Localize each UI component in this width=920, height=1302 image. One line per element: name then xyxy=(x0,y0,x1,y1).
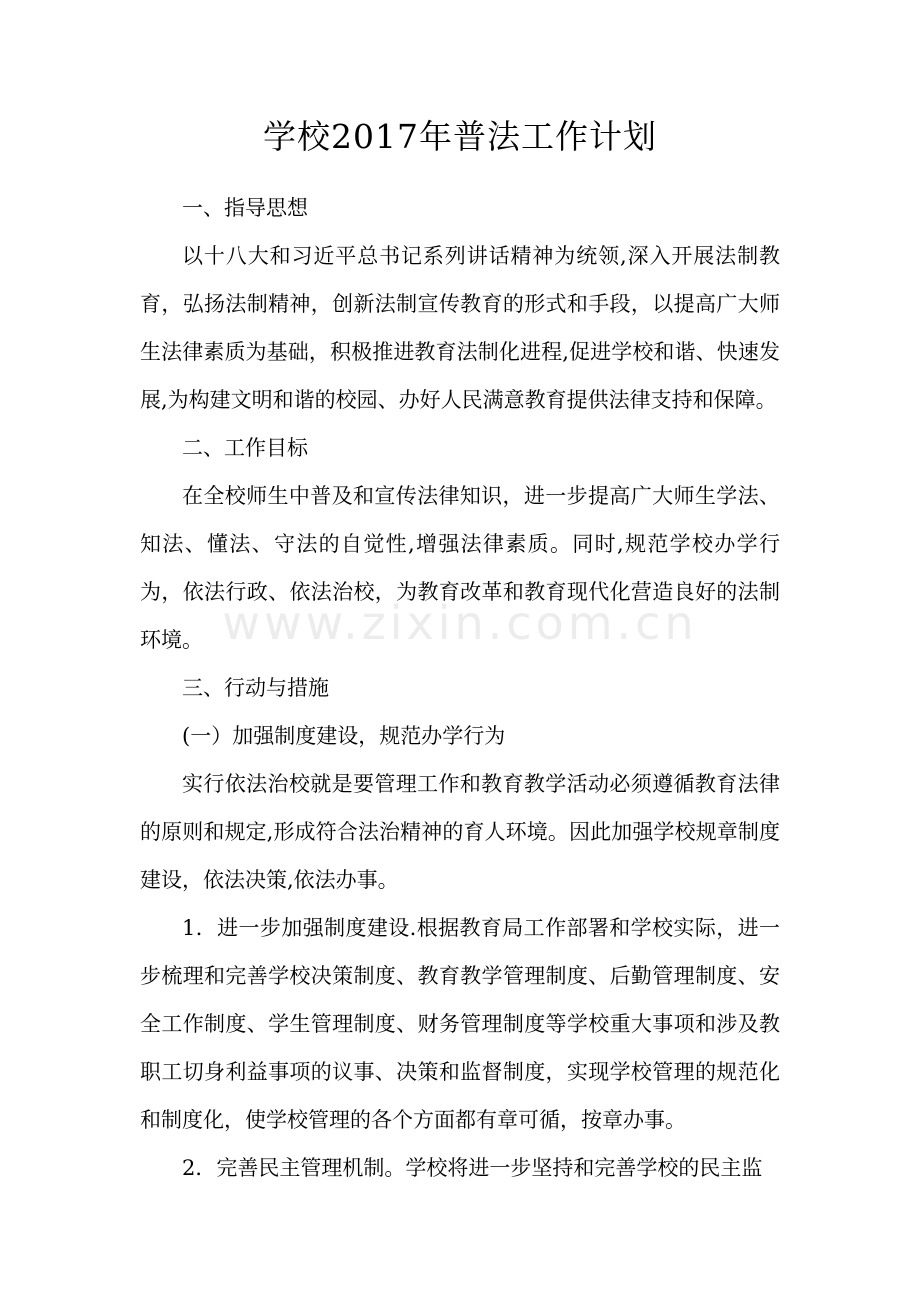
document-body xyxy=(140,184,780,1192)
paragraph-item-2: 2．完善民主管理机制。学校将进一步坚持和完善学校的民主监 xyxy=(182,1156,763,1180)
paragraph-rule-of-law: 实行依法治校就是要管理工作和教育教学活动必须遵循教育法律的原则和规定,形成符合法治精神的育人环境。因此加强学校规章制度建设，依法决策,依法办事。 xyxy=(140,772,780,892)
section-heading-guiding-ideology: 一、指导思想 xyxy=(182,196,308,220)
paragraph-work-goals: 在全校师生中普及和宣传法律知识，进一步提高广大师生学法、知法、懂法、守法的自觉性,增强法律素质。同时,规范学校办学行为，依法行政、依法治校，为教育改革和教育现代化营造良好的法制环境。 xyxy=(140,484,780,652)
document-title: 学校2017年普法工作计划 xyxy=(263,117,657,156)
paragraph-item-1: 1．进一步加强制度建设.根据教育局工作部署和学校实际，进一步梳理和完善学校决策制度、教育教学管理制度、后勤管理制度、安全工作制度、学生管理制度、财务管理制度等学校重大事项和涉及教职工切身利益事项的议事、决策和监督制度，实现学校管理的规范化和制度化，使学校管理的各个方面都有章可循，按章办事。 xyxy=(140,916,780,1132)
section-heading-actions-measures: 三、行动与措施 xyxy=(182,676,329,700)
paragraph-guiding-ideology: 以十八大和习近平总书记系列讲话精神为统领,深入开展法制教育，弘扬法制精神，创新法制宣传教育的形式和手段，以提高广大师生法律素质为基础，积极推进教育法制化进程,促进学校和谐、快速发展,为构建文明和谐的校园、办好人民满意教育提供法律支持和保障。 xyxy=(140,244,780,412)
section-heading-work-goals: 二、工作目标 xyxy=(182,436,308,460)
watermark: www.zixin.com.cn xyxy=(222,596,698,650)
subsection-heading-system-building: (一）加强制度建设，规范办学行为 xyxy=(182,724,506,748)
